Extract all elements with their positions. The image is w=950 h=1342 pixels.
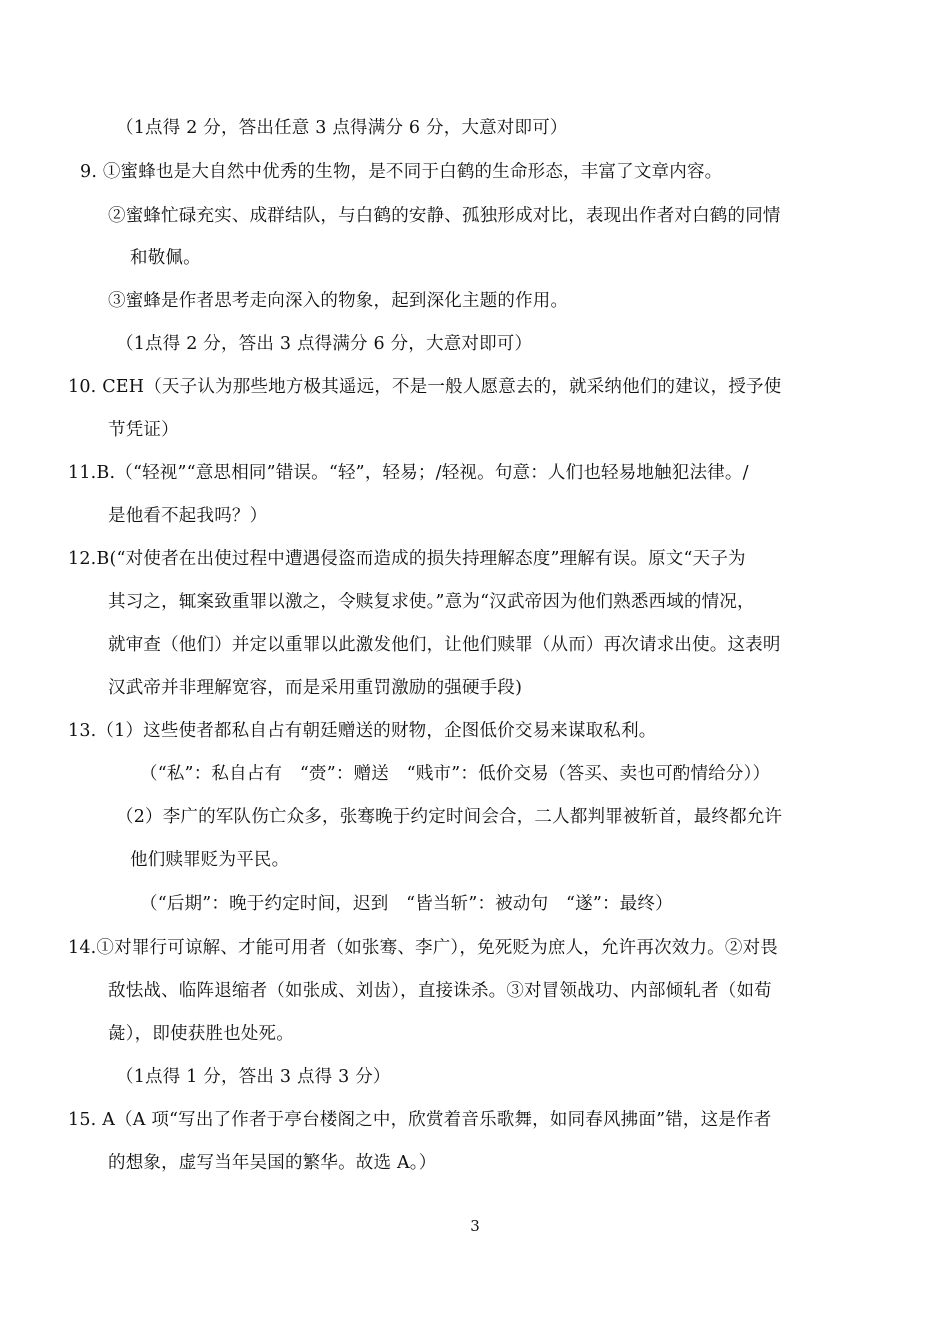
text-line: 11.B.（“轻视”“意思相同”错误。“轻”，轻易；/轻视。句意：人们也轻易地触犯法律。/: [68, 463, 749, 483]
text-line: （1点得 2 分，答出任意 3 点得满分 6 分，大意对即可）: [116, 118, 568, 138]
text-line: 是他看不起我吗？）: [108, 506, 268, 526]
text-line: （“后期”：晚于约定时间，迟到 “皆当斩”：被动句 “遂”：最终）: [140, 894, 673, 914]
text-line: 和敬佩。: [130, 248, 201, 268]
text-line: 就审查（他们）并定以重罪以此激发他们，让他们赎罪（从而）再次请求出使。这表明: [108, 635, 781, 655]
text-line: 14.①对罪行可谅解、才能可用者（如张骞、李广），免死贬为庶人，允许再次效力。②对畏: [68, 938, 778, 958]
text-line: （“私”：私自占有 “赍”：赠送 “贱市”：低价交易（答买、卖也可酌情给分））: [140, 764, 771, 784]
text-line: 12.B(“对使者在出使过程中遭遇侵盗而造成的损失持理解态度”理解有误。原文“天子为: [68, 549, 746, 569]
text-line: （1点得 1 分，答出 3 点得 3 分）: [116, 1067, 391, 1087]
text-line: 敌怯战、临阵退缩者（如张成、刘齿），直接诛杀。③对冒领战功、内部倾轧者（如荀: [108, 981, 772, 1001]
page-number: 3: [470, 1217, 480, 1235]
text-line: 节凭证）: [108, 420, 179, 440]
text-line: 其习之，辄案致重罪以激之，令赎复求使。”意为“汉武帝因为他们熟悉西域的情况，: [108, 592, 755, 612]
text-line: 彘），即使获胜也处死。: [108, 1024, 294, 1044]
text-line: （2）李广的军队伤亡众多，张骞晚于约定时间会合，二人都判罪被斩首，最终都允许: [116, 807, 783, 827]
text-line: 13.（1）这些使者都私自占有朝廷赠送的财物，企图低价交易来谋取私利。: [68, 721, 657, 741]
text-line: 的想象，虚写当年吴国的繁华。故选 A。）: [108, 1153, 437, 1173]
text-line: 9. ①蜜蜂也是大自然中优秀的生物，是不同于白鹤的生命形态，丰富了文章内容。: [80, 162, 723, 182]
text-line: 汉武帝并非理解宽容，而是采用重罚激励的强硬手段): [108, 678, 523, 698]
text-line: ③蜜蜂是作者思考走向深入的物象，起到深化主题的作用。: [108, 291, 569, 311]
text-line: 他们赎罪贬为平民。: [130, 850, 290, 870]
text-line: 15. A（A 项“写出了作者于亭台楼阁之中，欣赏着音乐歌舞，如同春风拂面”错，这是作者: [68, 1110, 772, 1130]
text-line: ②蜜蜂忙碌充实、成群结队，与白鹤的安静、孤独形成对比，表现出作者对白鹤的同情: [108, 206, 781, 226]
text-line: 10. CEH（天子认为那些地方极其遥远，不是一般人愿意去的，就采纳他们的建议，授予使: [68, 377, 782, 397]
text-line: （1点得 2 分，答出 3 点得满分 6 分，大意对即可）: [116, 334, 533, 354]
